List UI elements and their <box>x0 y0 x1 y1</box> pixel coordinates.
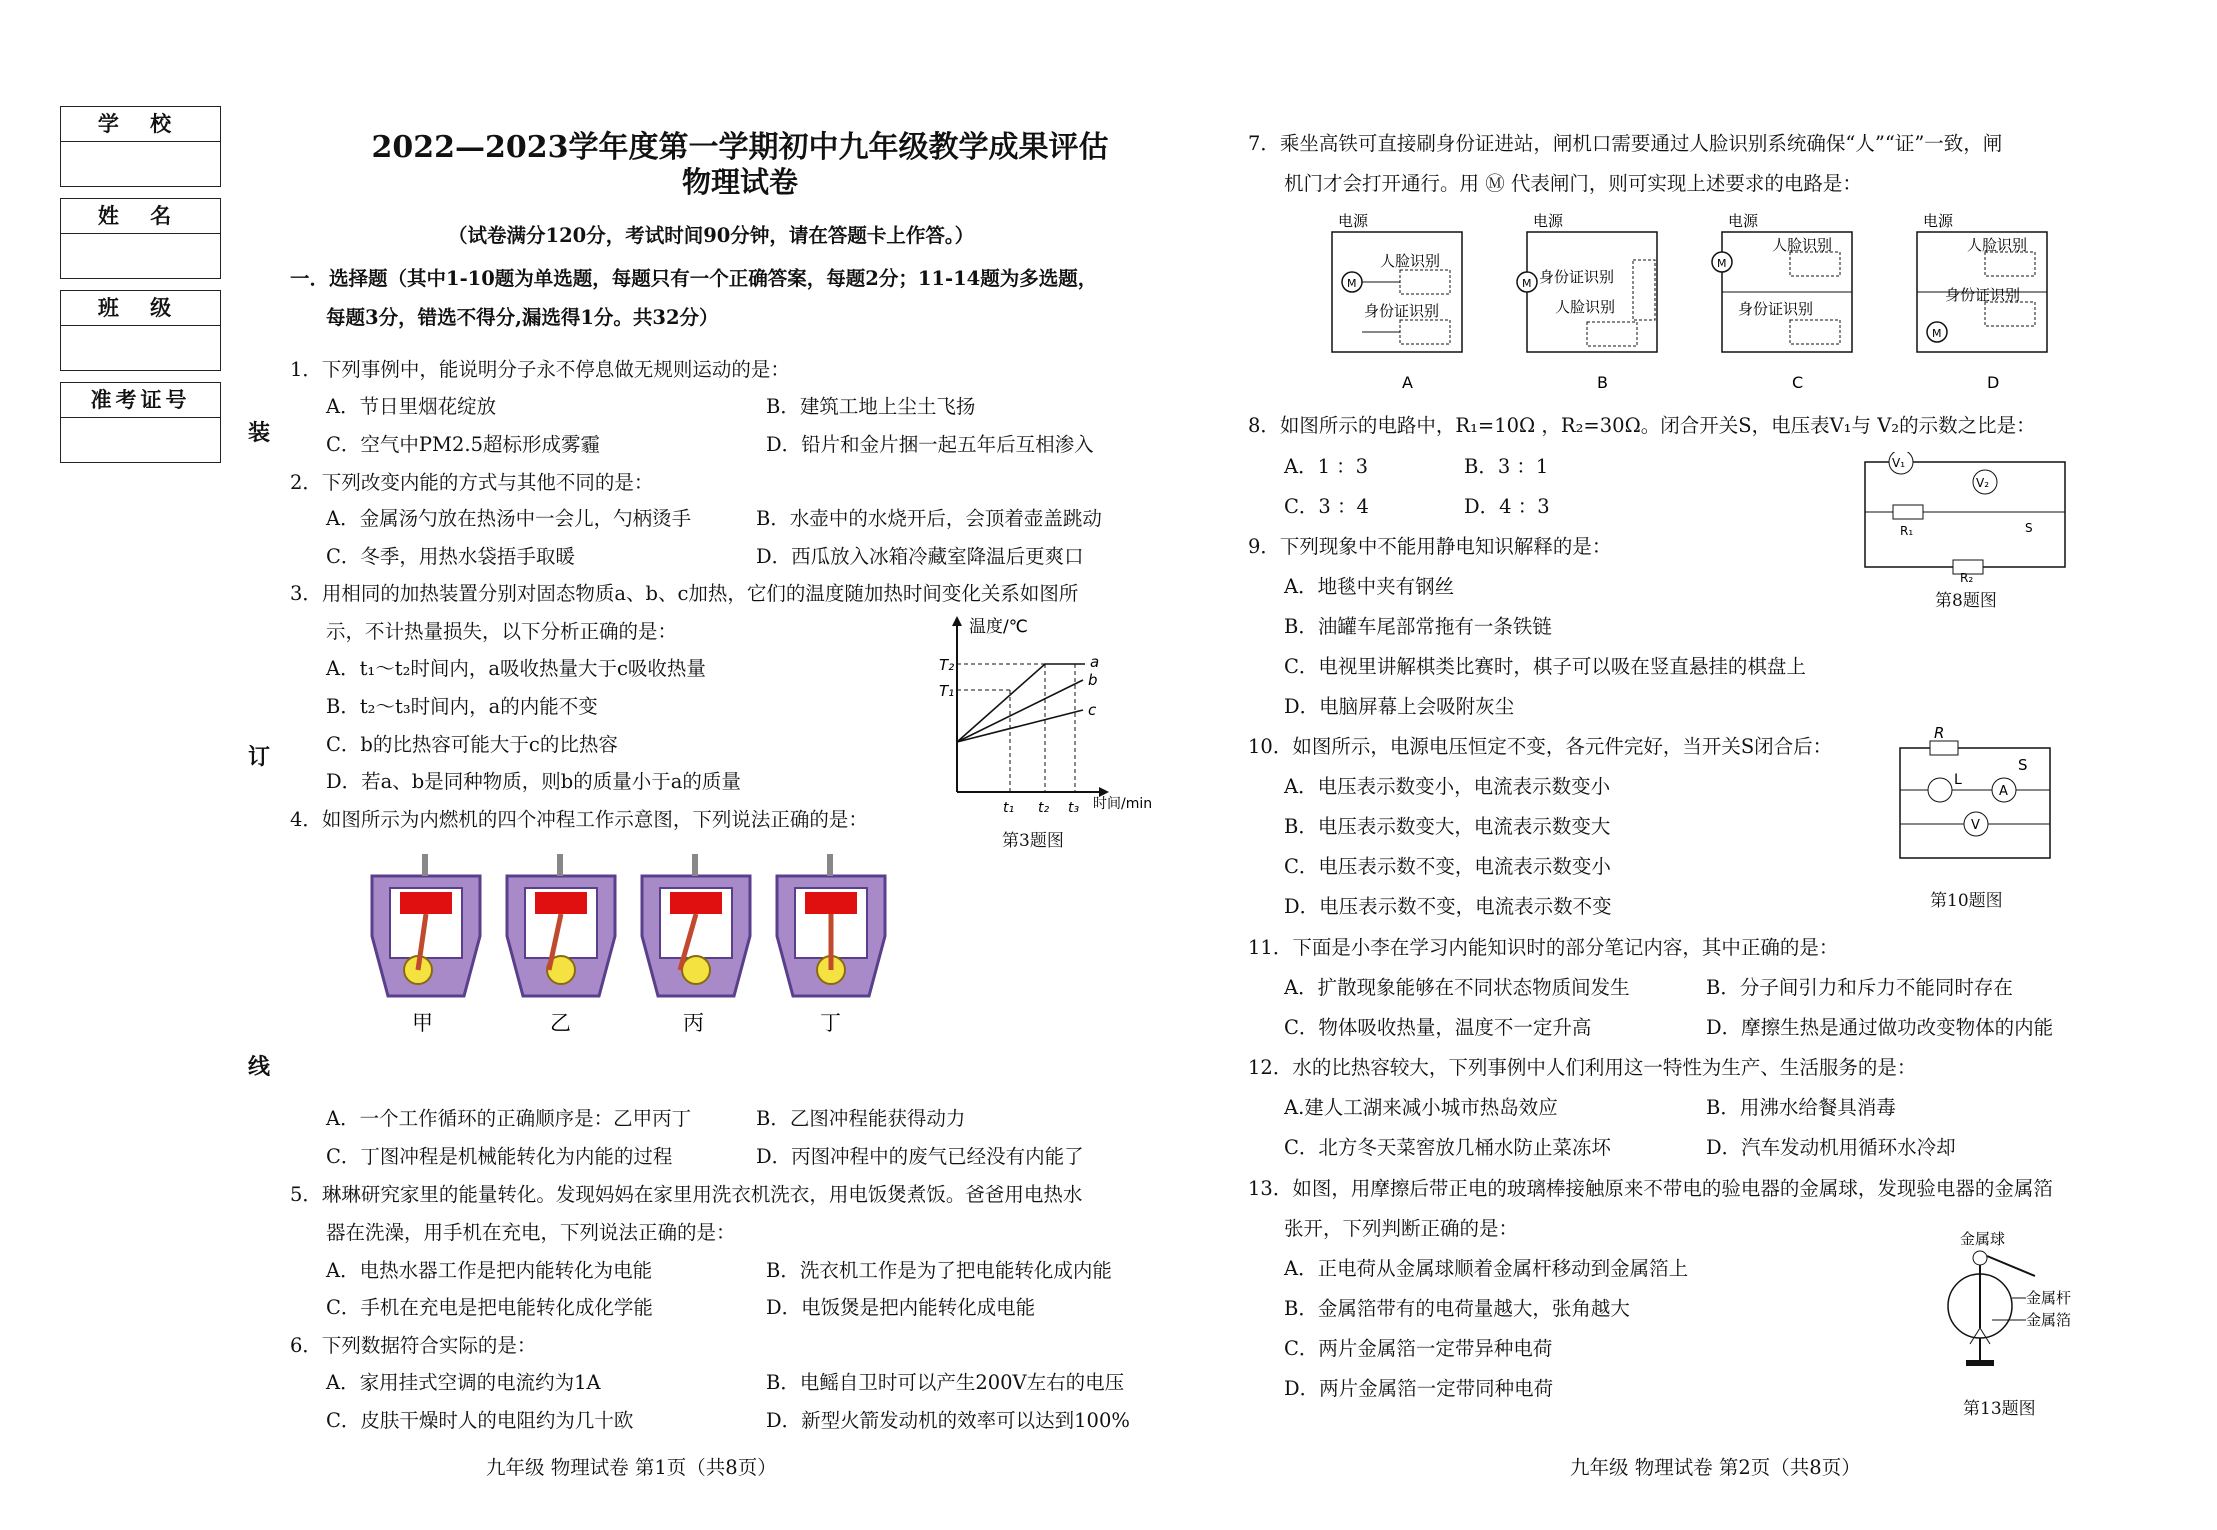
q6-option-c[interactable]: C．皮肤干燥时人的电阻约为几十欧 <box>326 1409 634 1432</box>
q10-r: R <box>1934 726 1945 742</box>
q13-option-d[interactable]: D．两片金属箔一定带同种电荷 <box>1284 1377 1554 1400</box>
q3-option-a[interactable]: A．t₁～t₂时间内，a吸收热量大于c吸收热量 <box>326 657 706 680</box>
class-field[interactable] <box>61 326 220 370</box>
q13-option-b[interactable]: B．金属箔带有的电荷量越大，张角越大 <box>1284 1297 1630 1320</box>
footer-right: 九年级 物理试卷 第2页（共8页） <box>1570 1456 1861 1479</box>
q10-caption: 第10题图 <box>1930 891 2003 911</box>
q7-a-id: 身份证识别 <box>1364 302 1440 320</box>
q9-option-d[interactable]: D．电脑屏幕上会吸附灰尘 <box>1284 695 1515 718</box>
q13-option-a[interactable]: A．正电荷从金属球顺着金属杆移动到金属箔上 <box>1284 1257 1689 1280</box>
q10-l: L <box>1954 772 1962 788</box>
q10-circuit <box>1890 726 2070 876</box>
q8-caption: 第8题图 <box>1935 591 1997 611</box>
exam-subtitle: 物理试卷 <box>681 165 798 199</box>
q12-option-c[interactable]: C．北方冬天菜窖放几桶水防止菜冻坏 <box>1284 1136 1611 1159</box>
q9-stem: 9．下列现象中不能用静电知识解释的是： <box>1248 535 1612 558</box>
exam-id-label: 准考证号 <box>61 383 220 418</box>
q9-option-a[interactable]: A．地毯中夹有钢丝 <box>1284 575 1455 598</box>
school-field[interactable] <box>61 142 220 186</box>
q10-option-b[interactable]: B．电压表示数变大，电流表示数变大 <box>1284 815 1611 838</box>
section-heading-2: 每题3分，错选不得分,漏选得1分。共32分） <box>326 306 719 329</box>
exam-id-box <box>60 382 221 463</box>
section-heading: 一．选择题（其中1-10题为单选题，每题只有一个正确答案，每题2分；11-14题为多选题， <box>290 267 1098 290</box>
q8-r2: R₂ <box>1960 571 1974 582</box>
q11-option-c[interactable]: C．物体吸收热量，温度不一定升高 <box>1284 1016 1592 1039</box>
q12-option-b[interactable]: B．用沸水给餐具消毒 <box>1706 1096 1896 1119</box>
q6-option-d[interactable]: D．新型火箭发动机的效率可以达到100% <box>766 1409 1130 1432</box>
q3-xlabel: 时间/min <box>1093 796 1153 812</box>
q11-option-a[interactable]: A．扩散现象能够在不同状态物质间发生 <box>1284 976 1630 999</box>
q8-stem: 8．如图所示的电路中，R₁=10Ω ，R₂=30Ω。闭合开关S，电压表V₁与 V₂的示数之比是： <box>1248 414 2036 437</box>
q12-option-a[interactable]: A.建人工湖来减小城市热岛效应 <box>1284 1096 1558 1119</box>
q7-b-id: 身份证识别 <box>1539 268 1615 286</box>
exam-title: 2022—2023学年度第一学期初中九年级教学成果评估 <box>371 130 1109 165</box>
q1-option-c[interactable]: C．空气中PM2.5超标形成雾霾 <box>326 433 601 456</box>
q7-d-id: 身份证识别 <box>1945 286 2021 304</box>
q7-stem-2: 机门才会打开通行。用 Ⓜ 代表闸门，则可实现上述要求的电路是： <box>1284 172 1862 195</box>
q8-option-a[interactable]: A．1 ：3 <box>1284 455 1369 478</box>
q3-ylabel: 温度/℃ <box>969 617 1028 637</box>
engine-label-ding: 丁 <box>820 1011 841 1035</box>
binding-mark-ding: 订 <box>248 744 271 770</box>
q13-option-c[interactable]: C．两片金属箔一定带异种电荷 <box>1284 1337 1553 1360</box>
q8-s: S <box>2025 521 2033 535</box>
q3-t1-label: t₁ <box>1003 800 1015 816</box>
q13-stem: 13．如图，用摩擦后带正电的玻璃棒接触原来不带电的验电器的金属球，发现验电器的金属箔 <box>1248 1177 2053 1200</box>
q12-option-d[interactable]: D．汽车发动机用循环水冷却 <box>1706 1136 1956 1159</box>
q6-option-a[interactable]: A．家用挂式空调的电流约为1A <box>326 1371 601 1394</box>
binding-mark-zhuang: 装 <box>248 420 271 446</box>
svg-text:M: M <box>1347 277 1357 290</box>
engine-jia <box>372 854 480 996</box>
q7-stem: 7．乘坐高铁可直接刷身份证进站，闸机口需要通过人脸识别系统确保“人”“证”一致，闸 <box>1248 132 2003 155</box>
q7-c-power: 电源 <box>1728 212 1759 230</box>
q11-option-d[interactable]: D．摩擦生热是通过做功改变物体的内能 <box>1706 1016 2054 1039</box>
q7-label-a: A <box>1402 373 1413 392</box>
q7-circuit-b <box>1517 212 1657 392</box>
q2-option-c[interactable]: C．冬季，用热水袋捂手取暖 <box>326 545 575 568</box>
q4-option-c[interactable]: C．丁图冲程是机械能转化为内能的过程 <box>326 1145 673 1168</box>
q3-temperature-graph <box>935 612 1175 822</box>
engine-label-yi: 乙 <box>550 1011 571 1035</box>
q3-option-d[interactable]: D．若a、b是同种物质，则b的质量小于a的质量 <box>326 770 741 793</box>
engine-ding <box>777 854 885 996</box>
q3-caption: 第3题图 <box>1002 831 1064 851</box>
q4-option-b[interactable]: B．乙图冲程能获得动力 <box>756 1107 966 1130</box>
q8-option-d[interactable]: D．4 ：3 <box>1464 495 1550 518</box>
q2-option-d[interactable]: D．西瓜放入冰箱冷藏室降温后更爽口 <box>756 545 1084 568</box>
q7-a-face: 人脸识别 <box>1380 252 1441 270</box>
q3-a-label: a <box>1090 653 1100 671</box>
q7-circuit-a <box>1332 212 1462 392</box>
q12-stem: 12．水的比热容较大，下列事例中人们利用这一特性为生产、生活服务的是： <box>1248 1056 1917 1079</box>
q10-option-d[interactable]: D．电压表示数不变，电流表示数不变 <box>1284 895 1612 918</box>
q1-option-a[interactable]: A．节日里烟花绽放 <box>326 395 497 418</box>
q5-option-c[interactable]: C．手机在充电是把电能转化成化学能 <box>326 1296 653 1319</box>
q5-stem: 5．琳琳研究家里的能量转化。发现妈妈在家里用洗衣机洗衣，用电饭煲煮饭。爸爸用电热水 <box>290 1183 1083 1206</box>
svg-text:M: M <box>1717 257 1727 270</box>
q8-circuit <box>1855 452 2075 582</box>
exam-id-field[interactable] <box>61 418 220 462</box>
q3-t2-label: t₂ <box>1038 800 1050 816</box>
q5-stem-2: 器在洗澡，用手机在充电，下列说法正确的是： <box>326 1221 736 1244</box>
q6-stem: 6．下列数据符合实际的是： <box>290 1334 537 1357</box>
q11-stem: 11．下面是小李在学习内能知识时的部分笔记内容，其中正确的是： <box>1248 936 1839 959</box>
q10-option-a[interactable]: A．电压表示数变小，电流表示数变小 <box>1284 775 1611 798</box>
q8-v1: V₁ <box>1892 456 1906 470</box>
school-box <box>60 106 221 187</box>
q7-c-face: 人脸识别 <box>1772 236 1833 254</box>
q13-foil-label: 金属箔 <box>2026 1311 2072 1329</box>
q7-d-power: 电源 <box>1923 212 1954 230</box>
q7-label-c: C <box>1792 373 1804 392</box>
name-box <box>60 198 221 279</box>
school-label: 学 校 <box>61 107 220 142</box>
q7-b-face: 人脸识别 <box>1555 298 1616 316</box>
q3-b-label: b <box>1088 671 1098 689</box>
engine-yi <box>507 854 615 996</box>
class-label: 班 级 <box>61 291 220 326</box>
q4-option-a[interactable]: A．一个工作循环的正确顺序是：乙甲丙丁 <box>326 1107 692 1130</box>
engine-label-jia: 甲 <box>412 1011 433 1035</box>
q3-option-b[interactable]: B．t₂～t₃时间内，a的内能不变 <box>326 695 598 718</box>
exam-note: （试卷满分120分，考试时间90分钟，请在答题卡上作答。） <box>448 224 975 247</box>
q10-stem: 10．如图所示，电源电压恒定不变，各元件完好，当开关S闭合后： <box>1248 735 1833 758</box>
svg-text:M: M <box>1932 327 1942 340</box>
q5-option-b[interactable]: B．洗衣机工作是为了把电能转化成内能 <box>766 1259 1112 1282</box>
name-field[interactable] <box>61 234 220 278</box>
q7-b-power: 电源 <box>1533 212 1564 230</box>
q1-option-b[interactable]: B．建筑工地上尘土飞扬 <box>766 395 976 418</box>
q9-option-b[interactable]: B．油罐车尾部常拖有一条铁链 <box>1284 615 1552 638</box>
q11-option-b[interactable]: B．分子间引力和斥力不能同时存在 <box>1706 976 2013 999</box>
q3-line-b <box>957 680 1083 742</box>
q13-caption: 第13题图 <box>1963 1399 2036 1419</box>
q1-option-d[interactable]: D．铅片和金片捆一起五年后互相渗入 <box>766 433 1094 456</box>
binding-mark-xian: 线 <box>248 1054 271 1080</box>
q7-label-d: D <box>1987 373 2000 392</box>
engine-bing <box>642 854 750 996</box>
q7-label-b: B <box>1597 373 1608 392</box>
engine-label-bing: 丙 <box>683 1011 704 1035</box>
q8-option-c[interactable]: C．3 ：4 <box>1284 495 1369 518</box>
q7-circuit-d <box>1917 212 2047 392</box>
q13-stem-2: 张开，下列判断正确的是： <box>1284 1217 1519 1240</box>
q10-option-c[interactable]: C．电压表示数不变，电流表示数变小 <box>1284 855 1611 878</box>
q4-stem: 4．如图所示为内燃机的四个冲程工作示意图，下列说法正确的是： <box>290 808 868 831</box>
q5-option-d[interactable]: D．电饭煲是把内能转化成电能 <box>766 1296 1036 1319</box>
q1-stem: 1．下列事例中，能说明分子永不停息做无规则运动的是： <box>290 358 790 381</box>
name-label: 姓 名 <box>61 199 220 234</box>
q7-a-power: 电源 <box>1338 212 1369 230</box>
q7-c-id: 身份证识别 <box>1738 300 1814 318</box>
q3-option-c[interactable]: C．b的比热容可能大于c的比热容 <box>326 733 618 756</box>
q13-ball-label: 金属球 <box>1960 1230 2006 1248</box>
q3-T2-label: T₂ <box>939 656 955 674</box>
q4-option-d[interactable]: D．丙图冲程中的废气已经没有内能了 <box>756 1145 1084 1168</box>
footer-left: 九年级 物理试卷 第1页（共8页） <box>486 1456 777 1479</box>
class-box <box>60 290 221 371</box>
q3-T1-label: T₁ <box>939 682 955 700</box>
q7-d-face: 人脸识别 <box>1967 236 2028 254</box>
q4-engine-diagrams <box>360 846 920 1036</box>
q10-v: V <box>1971 818 1980 833</box>
q3-c-label: c <box>1088 701 1097 719</box>
q2-stem: 2．下列改变内能的方式与其他不同的是： <box>290 471 654 494</box>
q13-rod-label: 金属杆 <box>2026 1289 2072 1307</box>
q6-option-b[interactable]: B．电鳐自卫时可以产生200V左右的电压 <box>766 1371 1125 1394</box>
q9-option-c[interactable]: C．电视里讲解棋类比赛时，棋子可以吸在竖直悬挂的棋盘上 <box>1284 655 1806 678</box>
q3-stem: 3．用相同的加热装置分别对固态物质a、b、c加热，它们的温度随加热时间变化关系如图所 <box>290 582 1079 605</box>
q7-circuits <box>1320 210 2090 395</box>
q3-t3-label: t₃ <box>1068 800 1080 816</box>
q3-stem-2: 示，不计热量损失，以下分析正确的是： <box>326 620 678 643</box>
q5-option-a[interactable]: A．电热水器工作是把内能转化为电能 <box>326 1259 653 1282</box>
q8-r1: R₁ <box>1900 524 1914 538</box>
q10-s: S <box>2018 756 2028 774</box>
svg-text:M: M <box>1522 277 1532 290</box>
q3-line-a <box>957 664 1085 742</box>
q10-a: A <box>1999 784 2008 799</box>
q2-option-a[interactable]: A．金属汤勺放在热汤中一会儿，勺柄烫手 <box>326 507 692 530</box>
q7-circuit-c <box>1712 212 1852 392</box>
q13-electroscope <box>1930 1228 2080 1388</box>
q8-v2: V₂ <box>1976 476 1990 490</box>
q2-option-b[interactable]: B．水壶中的水烧开后，会顶着壶盖跳动 <box>756 507 1102 530</box>
q8-option-b[interactable]: B．3 ：1 <box>1464 455 1549 478</box>
